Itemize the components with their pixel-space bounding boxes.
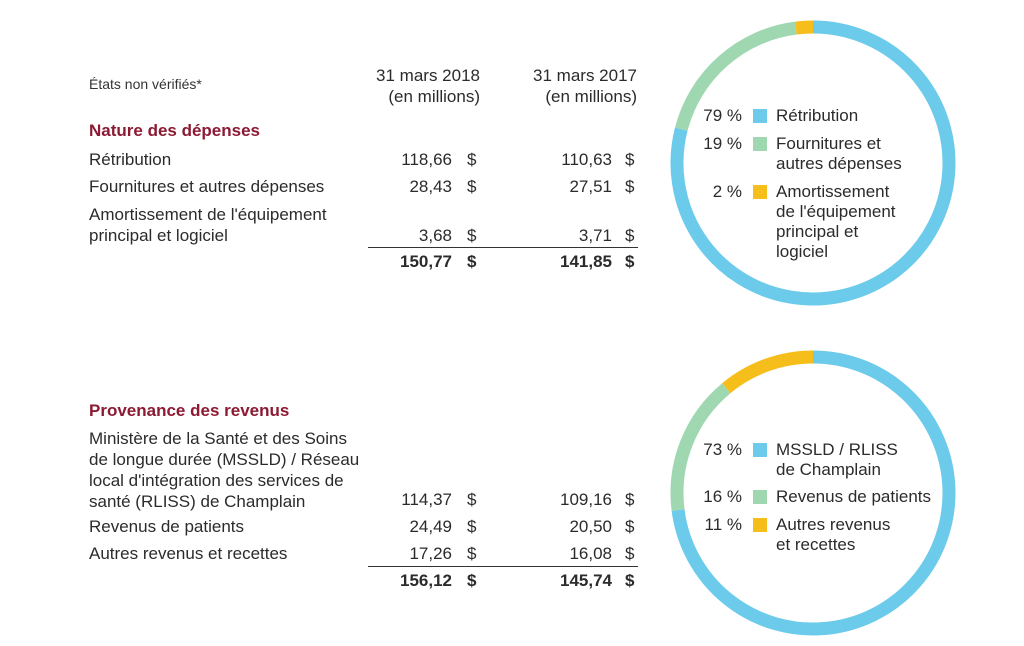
revenue-value-2018: 114,37 <box>401 490 452 509</box>
legend-label-line: Rétribution <box>776 106 859 125</box>
revenue-label-line: santé (RLISS) de Champlain <box>89 492 306 511</box>
revenue-label-line: Ministère de la Santé et des Soins <box>89 429 347 448</box>
legend-percent: 79 % <box>703 106 742 125</box>
currency-symbol: $ <box>625 226 635 245</box>
legend-label-line: et recettes <box>776 535 856 554</box>
currency-symbol: $ <box>467 226 477 245</box>
legend-label-line: Autres revenus <box>776 515 891 534</box>
expenses-section-title: Nature des dépenses <box>89 121 261 140</box>
currency-symbol: $ <box>467 177 477 196</box>
currency-symbol: $ <box>625 571 635 590</box>
legend-label <box>776 106 858 126</box>
legend-swatch-blue <box>753 109 767 123</box>
total-rule <box>368 566 638 567</box>
legend-label-line: Amortissement <box>776 182 890 201</box>
expense-value-2018: 28,43 <box>409 177 452 196</box>
donut-slice <box>796 27 813 28</box>
expense-label-retribution: Rétribution <box>89 150 172 169</box>
column-header-2018-date: 31 mars 2018 <box>376 66 480 85</box>
legend-swatch-green <box>753 490 767 504</box>
currency-symbol: $ <box>467 517 477 536</box>
expense-value-2017: 27,51 <box>569 177 612 196</box>
legend-label-line: de l'équipement <box>776 202 896 221</box>
revenues-section-title: Provenance des revenus <box>89 401 290 420</box>
legend-label-line: Fournitures et <box>776 134 881 153</box>
revenue-label-patients: Revenus de patients <box>89 517 244 536</box>
legend-percent: 19 % <box>703 134 742 153</box>
legend-label-line: MSSLD / RLISS <box>776 440 898 459</box>
revenue-total-2017: 145,74 <box>560 571 612 590</box>
column-header-2017-date: 31 mars 2017 <box>533 66 637 85</box>
revenue-value-2018: 17,26 <box>409 544 452 563</box>
legend-percent: 73 % <box>703 440 742 459</box>
legend-label-line: logiciel <box>776 242 828 261</box>
expense-value-2018: 118,66 <box>401 150 452 169</box>
currency-symbol: $ <box>467 150 477 169</box>
currency-symbol: $ <box>467 252 477 271</box>
expense-total-2017: 141,85 <box>560 252 612 271</box>
donut-slice <box>726 357 813 388</box>
expenses-legend <box>690 106 940 276</box>
legend-swatch-yellow <box>753 185 767 199</box>
legend-label-line: de Champlain <box>776 460 881 479</box>
expense-value-2017: 110,63 <box>561 150 612 169</box>
legend-percent: 16 % <box>703 487 742 506</box>
expense-label-supplies: Fournitures et autres dépenses <box>89 177 325 196</box>
legend-label <box>776 182 896 262</box>
column-header-2017-unit: (en millions) <box>545 87 637 106</box>
currency-symbol: $ <box>625 517 635 536</box>
currency-symbol: $ <box>467 490 477 509</box>
revenues-legend <box>690 440 950 570</box>
revenue-value-2017: 20,50 <box>569 517 612 536</box>
revenue-label-ministry <box>89 428 359 512</box>
revenue-label-other: Autres revenus et recettes <box>89 544 288 563</box>
currency-symbol: $ <box>625 490 635 509</box>
legend-percent: 2 % <box>712 182 742 201</box>
total-rule <box>368 247 638 248</box>
currency-symbol: $ <box>625 544 635 563</box>
revenue-value-2017: 109,16 <box>560 490 612 509</box>
revenue-value-2017: 16,08 <box>569 544 612 563</box>
revenue-label-line: local d'intégration des services de <box>89 471 344 490</box>
unaudited-note: États non vérifiés* <box>89 76 202 92</box>
legend-swatch-blue <box>753 443 767 457</box>
legend-percent: 11 % <box>704 515 742 534</box>
expense-total-2018: 150,77 <box>400 252 452 271</box>
currency-symbol: $ <box>625 177 635 196</box>
revenue-value-2018: 24,49 <box>409 517 452 536</box>
expense-value-2018: 3,68 <box>418 226 452 245</box>
column-header-2018 <box>340 65 480 107</box>
legend-label-line: principal et <box>776 222 859 241</box>
legend-label <box>776 440 898 480</box>
legend-swatch-green <box>753 137 767 151</box>
legend-swatch-yellow <box>753 518 767 532</box>
legend-label <box>776 515 890 555</box>
revenue-label-line: de longue durée (MSSLD) / Réseau <box>89 450 360 469</box>
currency-symbol: $ <box>625 252 635 271</box>
currency-symbol: $ <box>467 571 477 590</box>
column-header-2017 <box>497 65 637 107</box>
revenue-total-2018: 156,12 <box>400 571 452 590</box>
column-header-2018-unit: (en millions) <box>388 87 480 106</box>
legend-label-line: Revenus de patients <box>776 487 931 506</box>
expense-label-amortization <box>89 204 327 246</box>
currency-symbol: $ <box>467 544 477 563</box>
legend-label-line: autres dépenses <box>776 154 902 173</box>
legend-label <box>776 134 902 174</box>
expense-label-line: principal et logiciel <box>89 226 228 245</box>
currency-symbol: $ <box>625 150 635 169</box>
expense-label-line: Amortissement de l'équipement <box>89 205 327 224</box>
legend-label <box>776 487 931 507</box>
expense-value-2017: 3,71 <box>578 226 612 245</box>
